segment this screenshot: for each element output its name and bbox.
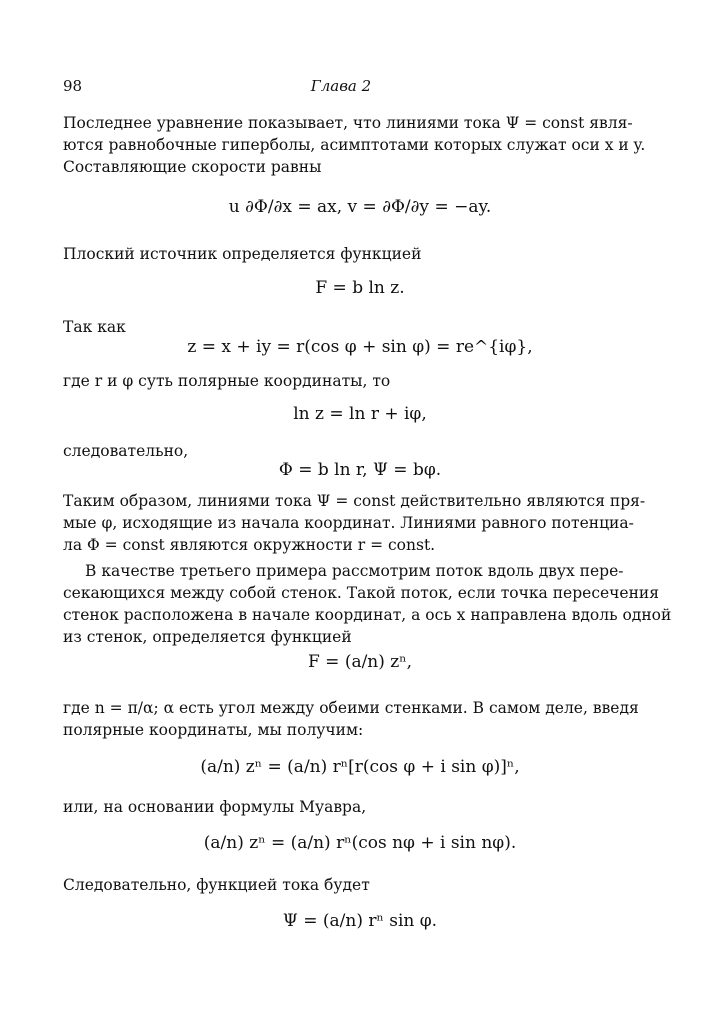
text-line: следовательно, xyxy=(63,442,189,460)
equation-velocity-components: u ∂Φ/∂x = ax, v = ∂Φ/∂y = −ay. xyxy=(228,197,492,217)
text-line: В качестве третьего примера рассмотрим поток вдоль двух пере- xyxy=(85,562,624,580)
equation-de-moivre: (a/n) zⁿ = (a/n) rⁿ(cos nφ + i sin nφ). xyxy=(203,833,517,853)
text-line: где n = π/α; α есть угол между обеими стенками. В самом деле, введя xyxy=(63,699,639,717)
text-line: Следовательно, функцией тока будет xyxy=(63,876,370,894)
text-line: или, на основании формулы Муавра, xyxy=(63,798,367,816)
text-line: Плоский источник определяется функцией xyxy=(63,245,422,263)
text-line: стенок расположена в начале координат, а ось x направлена вдоль одной xyxy=(63,606,672,624)
paragraph-7 xyxy=(63,560,672,648)
equation-stream-function: Ψ = (a/n) rⁿ sin φ. xyxy=(282,911,438,931)
paragraph-2 xyxy=(63,243,619,265)
paragraph-6 xyxy=(63,490,646,556)
text-line: Составляющие скорости равны xyxy=(63,158,322,176)
text-line: полярные координаты, мы получим: xyxy=(63,721,364,739)
paragraph-10 xyxy=(63,874,619,896)
paragraph-1 xyxy=(63,112,646,178)
text-line: мые φ, исходящие из начала координат. Линиями равного потенциа- xyxy=(63,514,634,532)
text-line: ются равнобочные гиперболы, асимптотами которых служат оси x и y. xyxy=(63,136,646,154)
paragraph-5 xyxy=(63,440,619,462)
text-line: из стенок, определяется функцией xyxy=(63,628,352,646)
equation-ln-z: ln z = ln r + iφ, xyxy=(293,404,427,424)
text-line: Таким образом, линиями тока Ψ = const действительно являются пря- xyxy=(63,492,646,510)
paragraph-8 xyxy=(63,697,639,741)
equation-z: z = x + iy = r(cos φ + sin φ) = re^{iφ}, xyxy=(187,337,533,357)
paragraph-9 xyxy=(63,796,619,818)
paragraph-4 xyxy=(63,370,619,392)
chapter-title: Глава 2 xyxy=(310,77,372,95)
text-line: ла Φ = const являются окружности r = const. xyxy=(63,536,436,554)
equation-source: F = b ln z. xyxy=(315,278,405,298)
text-line: секающихся между собой стенок. Такой поток, если точка пересечения xyxy=(63,584,660,602)
equation-wall-flow: F = (a/n) zⁿ, xyxy=(307,652,413,672)
paragraph-3 xyxy=(63,316,619,338)
running-header xyxy=(63,77,619,97)
text-line: где r и φ суть полярные координаты, то xyxy=(63,372,391,390)
equation-polar-substitution: (a/n) zⁿ = (a/n) rⁿ[r(cos φ + i sin φ)]ⁿ, xyxy=(200,757,520,777)
equation-potential: Φ = b ln r, Ψ = bφ. xyxy=(278,460,442,480)
text-line: Последнее уравнение показывает, что линиями тока Ψ = const явля- xyxy=(63,114,633,132)
text-line: Так как xyxy=(63,318,126,336)
page-number: 98 xyxy=(63,77,83,95)
